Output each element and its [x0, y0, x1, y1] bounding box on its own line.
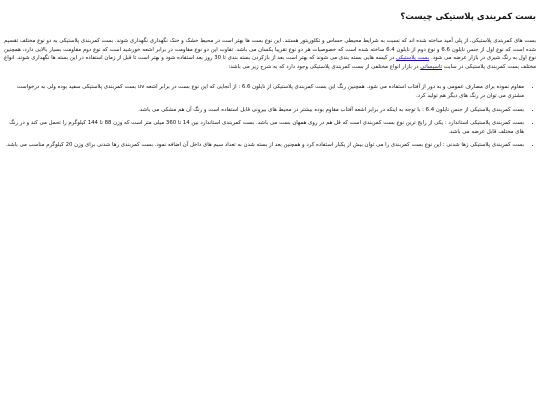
list-item: • بست کمربندی پلاستیکی زها شدنی : این نوع بست کمربندی را می توان بیش از یکبار استفاده کرد و همچنین بعد از بسته شدن به تعداد سیم های داخل آن اضافه نمود. بست کمربندی رها شدنی برای وزن 20 کیلوگرم مناسب می باشد.	[4, 141, 524, 150]
list-item: • بست کمربندی پلاستیکی استاندارد : یکی از رایج ترین نوع بست کمربندی است که قل هم در روی همهان بست می باشد. بست کمربندی استاندارد بین 14 تا 360 میلی متر است که وزن 88 تا 144 کیلوگرم را تحمل می کند و در رنگ های مختلف قابل عرضه می باشد.	[4, 119, 524, 136]
list-item: • مقاوم نموده برای مصارف عمومی و به دور از آفتاب استفاده می شود. همچنین رنگ این بست کمربندی پلاستیکی از نایلون 6.6 : از آنجایی که این نوع بست در برابر اشعه uv بست کمربندی پلاستیکی سفید بوده ولی به درخواست مشتری می توان در رنگ های دیگر هم تولید کرد.	[4, 83, 524, 100]
intro-text-2: در کیسه هایی بسته بندی می شوند که بهتر است بعد از بازکردن بسته بندی تا 30 روز بعد استفاده شود و بهتر است تا قبل از زمان استفاده در این بسته ها نگهداری شوند. انواع مختلف بست کمربندی پلاستیکی در سایت	[4, 55, 536, 70]
page-title: بست کمربندی پلاستیکی چیست؟	[400, 12, 536, 22]
types-list	[4, 83, 536, 150]
link-tasisati[interactable]: تاسیساتی	[420, 63, 442, 70]
intro-text-3: در بازار انواع مختلفی از بست کمربندی پلاستیکی وجود دارد که به شرح زیر می باشد:	[228, 63, 419, 70]
link-plastic-tie[interactable]: بست پلاستیکی	[395, 55, 430, 62]
intro-paragraph	[4, 37, 536, 71]
list-item: • بست کمربندی پلاستیکی از جنس نایلون 6.4 : با توجه به اینکه در برابر اشعه آفتاب مقاوم بوده بیشتر در محیط های بیرونی قابل استفاده است و رنگ آن هم مشکی می باشد.	[4, 106, 524, 115]
intro-text-1: بست های کمربندی پلاستیکی، از پلی آمید ساخته شده اند که نسبت به شرایط محیطی حساس و تکلوریتور هستند. این نوع بست ها بهتر است در محیط خشک و خنک نگهداری نگهداری شوند. بست کمربندی پلاستیکی به دو نوع مختلف تقسیم شده است که نوع اول از جنس نایلون 6.6 و نوع دوم از نایلون 6.4 ساخته شده است که خصوصیات هر دو نوع تقریبا یکسان می باشد. تفاوت این دو نوع مقاومت در برابر اشعه خورشید است که نوع دوم مقاومت بسیار بالایی دارد، همچنین نوع اول به رنگ شیری در بازار عرضه می شود.	[4, 38, 536, 62]
